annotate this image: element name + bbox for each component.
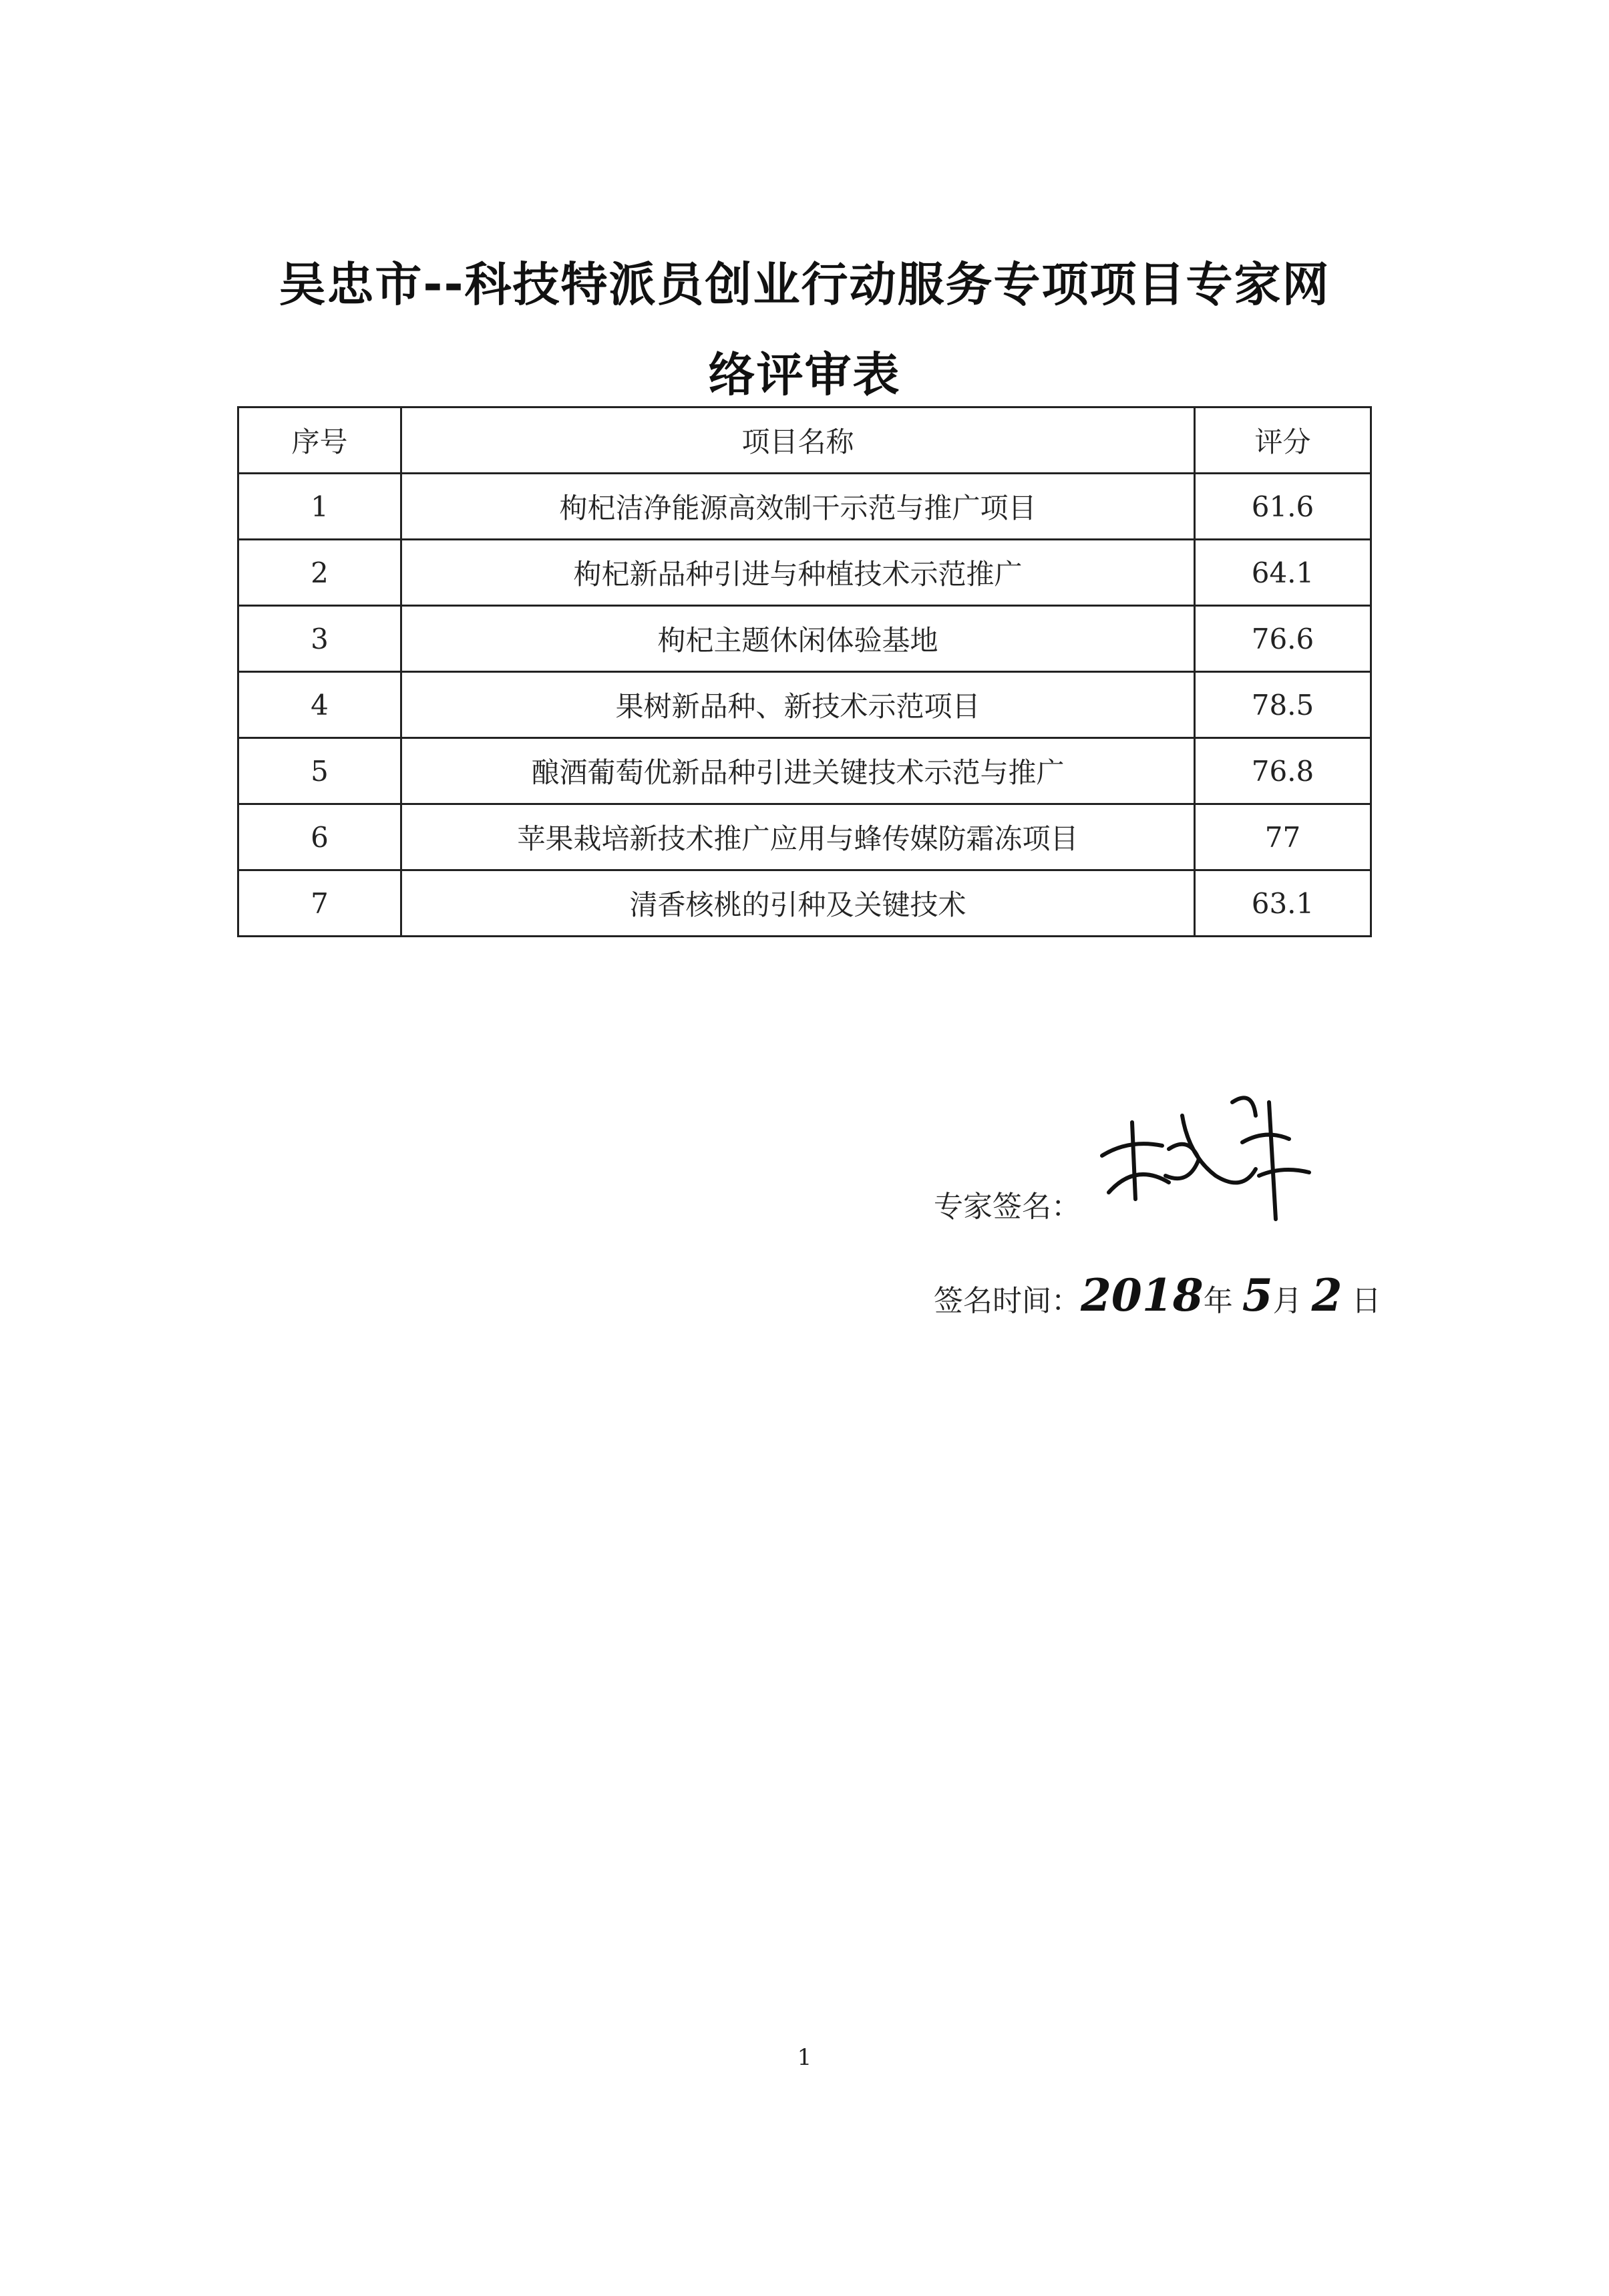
signature-date-label: 签名时间： <box>934 1284 1081 1318</box>
row-score: 63.1 <box>1195 870 1371 937</box>
signature-day: 2 <box>1311 1269 1343 1321</box>
document-title-line-1: 吴忠市--科技特派员创业行动服务专项项目专家网 <box>279 257 1330 312</box>
table-row <box>238 672 1371 738</box>
row-serial-number: 2 <box>238 540 401 606</box>
row-project-name: 苹果栽培新技术推广应用与蜂传媒防霜冻项目 <box>401 804 1195 870</box>
header-score: 评分 <box>1195 407 1371 474</box>
row-project-name: 枸杞新品种引进与种植技术示范推广 <box>401 540 1195 606</box>
row-project-name: 果树新品种、新技术示范项目 <box>401 672 1195 738</box>
signature-year: 2018 <box>1081 1269 1204 1321</box>
table-row <box>238 870 1371 937</box>
year-unit-label: 年 <box>1203 1284 1233 1318</box>
row-serial-number: 3 <box>238 606 401 672</box>
row-score: 64.1 <box>1195 540 1371 606</box>
table-row <box>238 606 1371 672</box>
row-score: 78.5 <box>1195 672 1371 738</box>
table-row <box>238 738 1371 804</box>
document-title-line-2: 络评审表 <box>708 347 901 402</box>
row-serial-number: 5 <box>238 738 401 804</box>
table-row <box>238 540 1371 606</box>
row-project-name: 枸杞洁净能源高效制干示范与推广项目 <box>401 474 1195 540</box>
row-serial-number: 6 <box>238 804 401 870</box>
review-table <box>237 406 1372 937</box>
row-project-name: 枸杞主题休闲体验基地 <box>401 606 1195 672</box>
expert-signature-row <box>934 1182 1081 1225</box>
header-serial-number: 序号 <box>238 407 401 474</box>
row-score: 76.8 <box>1195 738 1371 804</box>
day-unit-label: 日 <box>1351 1284 1381 1318</box>
signature-month: 5 <box>1242 1269 1273 1321</box>
page-number: 1 <box>797 2044 812 2071</box>
table-header-row <box>238 407 1371 474</box>
row-score: 77 <box>1195 804 1371 870</box>
row-serial-number: 4 <box>238 672 401 738</box>
row-project-name: 清香核桃的引种及关键技术 <box>401 870 1195 937</box>
expert-signature-label: 专家签名： <box>934 1190 1081 1224</box>
row-score: 61.6 <box>1195 474 1371 540</box>
row-score: 76.6 <box>1195 606 1371 672</box>
handwritten-signature <box>1089 1076 1329 1229</box>
header-project-name: 项目名称 <box>401 407 1195 474</box>
row-serial-number: 1 <box>238 474 401 540</box>
table-row <box>238 474 1371 540</box>
month-unit-label: 月 <box>1272 1284 1302 1318</box>
row-project-name: 酿酒葡萄优新品种引进关键技术示范与推广 <box>401 738 1195 804</box>
table-row <box>238 804 1371 870</box>
signature-date-row <box>934 1269 1381 1321</box>
row-serial-number: 7 <box>238 870 401 937</box>
